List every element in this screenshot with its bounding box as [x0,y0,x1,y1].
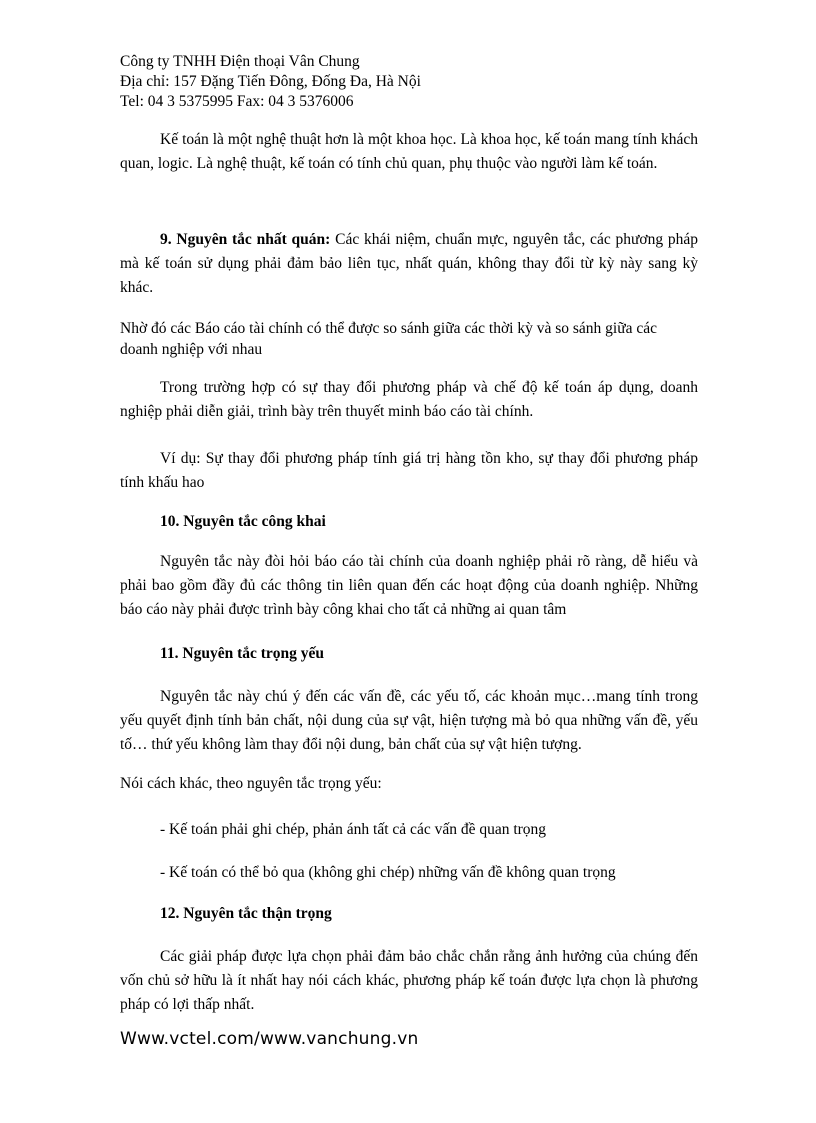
bullet-skip-unimportant: - Kế toán có thể bỏ qua (không ghi chép) những vấn đề không quan trọng [160,864,616,881]
paragraph-comparability: Nhờ đó các Báo cáo tài chính có thể được so sánh giữa các thời kỳ và so sánh giữa các doanh nghiệp với nhau [120,320,658,358]
paragraph-consistency-principle [120,228,698,300]
heading-prudence-principle: 12. Nguyên tắc thận trọng [160,905,332,922]
consistency-principle-text: Các khái niệm, chuẩn mực, nguyên tắc, các phương pháp mà kế toán sử dụng phải đảm bảo liên tục, nhất quán, không thay đổi từ kỳ này sang kỳ khác. [120,231,699,296]
company-name: Công ty TNHH Điện thoại Vân Chung [120,53,360,70]
paragraph-prudence: Các giải pháp được lựa chọn phải đảm bảo chắc chắn rằng ảnh hưởng của chúng đến vốn chủ sở hữu là ít nhất hay nói cách khác, phương pháp kế toán được lựa chọn là phương pháp có lợi thấp nhất. [120,948,698,1013]
paragraph-disclosure: Nguyên tắc này đòi hỏi báo cáo tài chính của doanh nghiệp phải rõ ràng, dễ hiểu và phải bao gồm đầy đủ các thông tin liên quan đến các hoạt động của doanh nghiệp. Những báo cáo này phải được trình bày công khai cho tất cả những ai quan tâm [120,553,698,618]
paragraph-example: Ví dụ: Sự thay đổi phương pháp tính giá trị hàng tồn kho, sự thay đổi phương pháp tính khấu hao [120,450,698,491]
heading-materiality-principle: 11. Nguyên tắc trọng yếu [160,645,325,662]
heading-consistency-principle: 9. Nguyên tắc nhất quán: [160,231,331,248]
paragraph-in-other-words: Nói cách khác, theo nguyên tắc trọng yếu: [120,775,382,792]
page-header [120,52,421,112]
paragraph-accounting-art: Kế toán là một nghệ thuật hơn là một khoa học. Là khoa học, kế toán mang tính khách quan, logic. Là nghệ thuật, kế toán có tính chủ quan, phụ thuộc vào người làm kế toán. [120,131,698,172]
paragraph-materiality: Nguyên tắc này chú ý đến các vấn đề, các yếu tố, các khoản mục…mang tính trong yếu quyết định tính bản chất, nội dung của sự vật, hiện tượng mà bỏ qua những vấn đề, yếu tố… thứ yếu không làm thay đổi nội dung, bản chất của sự vật hiện tượng. [120,688,698,753]
heading-disclosure-principle: 10. Nguyên tắc công khai [160,513,326,530]
bullet-record-important: - Kế toán phải ghi chép, phản ánh tất cả các vấn đề quan trọng [160,821,547,838]
paragraph-method-change: Trong trường hợp có sự thay đổi phương pháp và chế độ kế toán áp dụng, doanh nghiệp phải diễn giải, trình bày trên thuyết minh báo cáo tài chính. [120,379,698,420]
company-address: Địa chỉ: 157 Đặng Tiến Đông, Đống Đa, Hà Nội [120,73,421,90]
footer-website: Www.vctel.com/www.vanchung.vn [120,1029,419,1049]
company-contact: Tel: 04 3 5375995 Fax: 04 3 5376006 [120,93,354,110]
